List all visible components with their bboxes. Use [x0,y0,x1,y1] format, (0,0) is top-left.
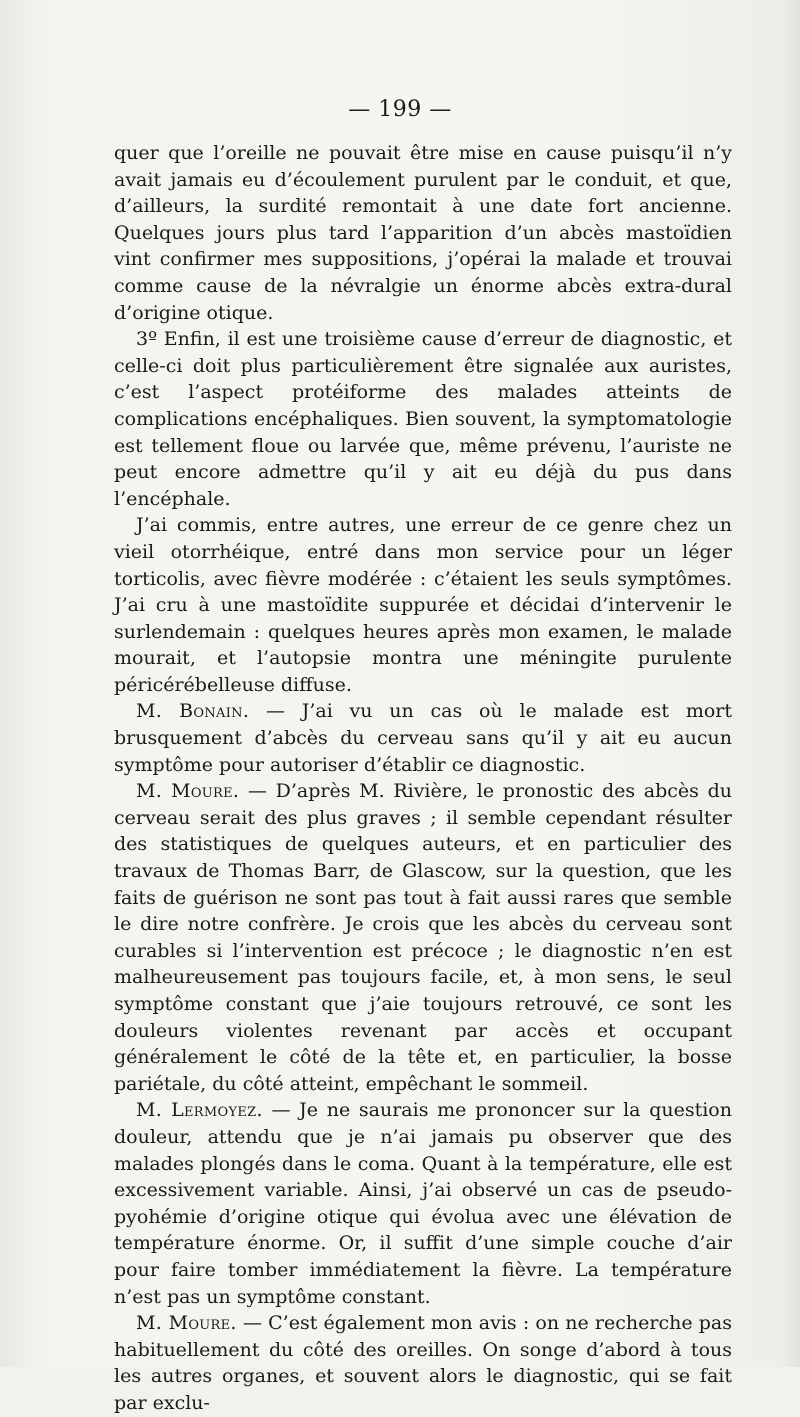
speaker-name: M. Lermoyez. [136,1099,263,1122]
body-text [114,140,732,1417]
speech-text: — C’est également mon avis : on ne recherche pas habituellement du côté des oreilles. On songe d’abord à tous les autres organes, et souvent alors le diagnostic, qui se fait par exclu- [114,1312,732,1414]
paragraph-moure-2 [114,1310,732,1416]
speaker-name: M. Moure. [136,1312,237,1335]
paragraph-third-cause: 3º Enfin, il est une troisième cause d’erreur de diagnostic, et celle-ci doit plus particulièrement être signalée aux auristes, c’est l’aspect protéiforme des malades atteints de complications encéphaliques. Bien souvent, la symptomatologie est tellement floue ou larvée que, même prévenu, l’auriste ne peut encore admettre qu’il y ait eu déjà du pus dans l’encéphale. [114,328,732,510]
page-number: — 199 — [348,97,452,122]
paragraph-error-case: J’ai commis, entre autres, une erreur de ce genre chez un vieil otorrhéique, entré dans mon service pour un léger torticolis, avec fièvre modérée : c’étaient les seuls symptômes. J’ai cru à une mastoïdite suppurée et décidai d’intervenir le surlendemain : quelques heures après mon examen, le malade mourait, et l’autopsie montra une méningite purulente péricérébelleuse diffuse. [114,514,732,696]
speech-text: — J’ai vu un cas où le malade est mort brusquement d’abcès du cerveau sans qu’il y ait eu aucun symptôme pour autoriser d’établir ce diagnostic. [114,700,733,776]
speaker-name: M. Moure. [136,780,240,803]
paragraph-bonain [114,698,732,778]
paragraph-lermoyez [114,1097,732,1310]
speaker-name: M. Bonain. [136,700,250,723]
speech-text: — D’après M. Rivière, le pronostic des abcès du cerveau serait des plus graves ; il semble cependant résulter des statistiques de quelques auteurs, et en particulier des travaux de Thomas Barr, de Glascow, sur la question, que les faits de guérison ne sont pas tout à fait aussi rares que semble le dire notre confrère. Je crois que les abcès du cerveau sont curables si l’intervention est précoce ; le diagnostic n’en est malheureusement pas toujours facile, et, à mon sens, le seul symptôme constant que j’aie toujours retrouvé, ce sont les douleurs violentes revenant par accès et occupant généralement le côté de la tête et, en particulier, la bosse pariétale, du côté atteint, empêchant le sommeil. [114,780,732,1095]
paragraph-moure-1 [114,778,732,1097]
speech-text: — Je ne saurais me prononcer sur la question douleur, attendu que je n’ai jamais pu observer que des malades plongés dans le coma. Quant à la température, elle est excessivement variable. Ainsi, j’ai observé un cas de pseudo-pyohémie d’origine otique qui évolua avec une élévation de température énorme. Or, il suffit d’une simple couche d’air pour faire tomber immédiatement la fièvre. La température n’est pas un symptôme constant. [114,1099,732,1308]
paragraph-continuation: quer que l’oreille ne pouvait être mise en cause puisqu’il n’y avait jamais eu d’écoulement purulent par le conduit, et que, d’ailleurs, la surdité remontait à une date fort ancienne. Quelques jours plus tard l’apparition d’un abcès mastoïdien vint confirmer mes suppositions, j’opérai la malade et trouvai comme cause de la névralgie un énorme abcès extra-dural d’origine otique. [114,142,732,324]
page-edge-shadow [782,0,800,1367]
